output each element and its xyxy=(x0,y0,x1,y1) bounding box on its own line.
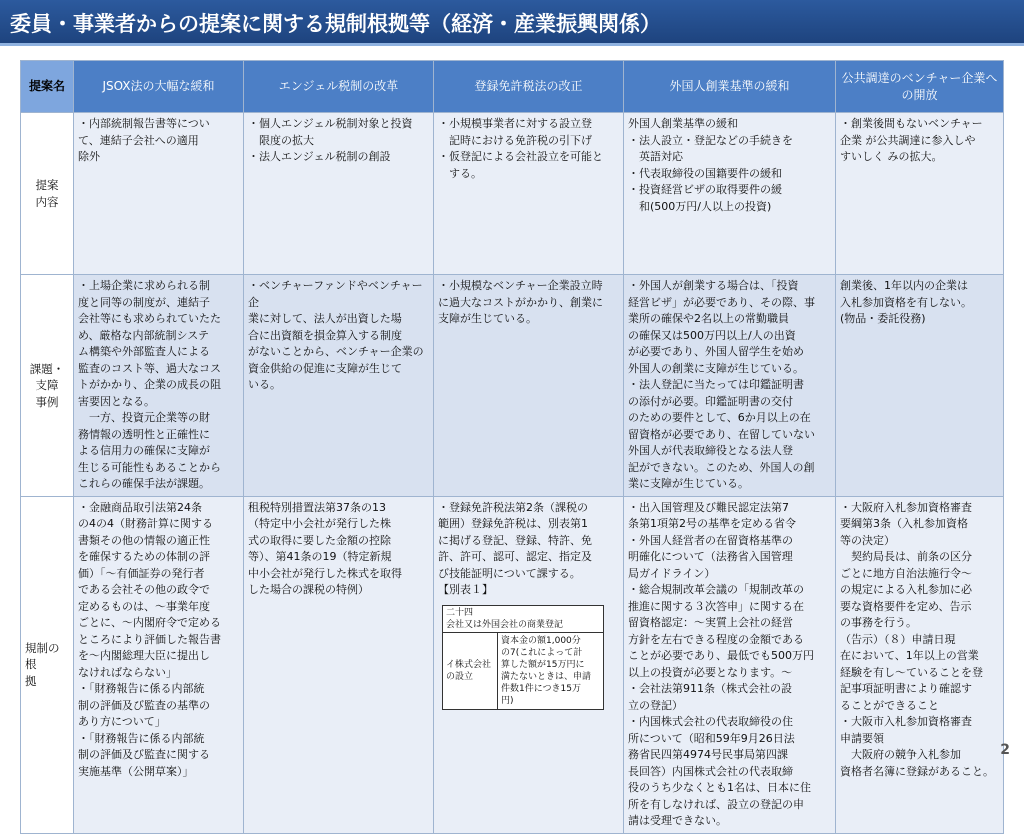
cell-proposal-angel: ・個人エンジェル税制対象と投資 限度の拡大 ・法人エンジェル税制の創設 xyxy=(244,113,434,275)
cell-proposal-procurement: ・創業後間もないベンチャー 企業 が公共調達に参入しや すいしく みの拡大。 xyxy=(836,113,1004,275)
registration-tax-excerpt xyxy=(442,605,604,710)
header-public-procurement: 公共調達のベンチャー企業への開放 xyxy=(836,61,1004,113)
header-registration-tax: 登録免許税法の改正 xyxy=(434,61,624,113)
table-row-issues xyxy=(21,275,1004,497)
cell-issues-procurement: 創業後、1年以内の企業は 入札参加資格を有しない。 (物品・委託役務) xyxy=(836,275,1004,497)
header-foreign-founder: 外国人創業基準の緩和 xyxy=(624,61,836,113)
cell-issues-foreign: ・外国人が創業する場合は、「投資 経営ビザ」が必要であり、その際、事 業所の確保や2名以上の常勤職員 の確保又は500万円以上/人の出資 が必要であり、外国人留学生を始め 外国人の創業に支障が生じている。 ・法人登記に当たっては印鑑証明書 の添付が必要。印鑑証明書の交付 のための要件として、6か月以上の在 留資格が必要であり、在留していない 外国人が代表取締役となる法人登 記ができない。このため、外国人の創 業に支障が生じている。 xyxy=(624,275,836,497)
cell-issues-registration: ・小規模なベンチャー企業設立時 に過大なコストがかかり、創業に 支障が生じている。 xyxy=(434,275,624,497)
cell-legal-jsox: ・金融商品取引法第24条 の4の4（財務計算に関する 書類その他の情報の適正性 を確保するための体制の評 価）「～有価証券の発行者 である会社その他の政令で 定めるものは、～事業年度 ごとに、～内閣府令で定める ところにより評価した報告書 を～内閣総理大臣に提出し なければならない」 ・「財務報告に係る内部統 制の評価及び監査の基準の あり方について」 ・「財務報告に係る内部統 制の評価及び監査に関する 実施基準（公開草案）」 xyxy=(74,496,244,833)
cell-legal-angel: 租税特別措置法第37条の13 （特定中小会社が発行した株 式の取得に要した金額の控除 等）、第41条の19（特定新規 中小会社が発行した株式を取得 した場合の課税の特例） xyxy=(244,496,434,833)
header-jsox: JSOX法の大幅な緩和 xyxy=(74,61,244,113)
table-row-proposal xyxy=(21,113,1004,275)
cell-proposal-registration: ・小規模事業者に対する設立登 記時における免許税の引下げ ・仮登記による会社設立を可能と する。 xyxy=(434,113,624,275)
cell-proposal-foreign: 外国人創業基準の緩和 ・法人設立・登記などの手続きを 英語対応 ・代表取締役の国籍要件の緩和 ・投資経営ビザの取得要件の緩 和(500万円/人以上の投資) xyxy=(624,113,836,275)
regulation-table xyxy=(20,60,1004,834)
cell-issues-jsox: ・上場企業に求められる制 度と同等の制度が、連結子 会社等にも求められていたた め、厳格な内部統制システ ム構築や外部監査人による 監査のコスト等、過大なコス トがかかり、企業の成長の阻 害要因となる。 一方、投資元企業等の財 務情報の透明性と正確性に よる信用力の確保に支障が 生じる可能性もあることから これらの確保手法が課題。 xyxy=(74,275,244,497)
excerpt-header: 二十四 会社又は外国会社の商業登記 xyxy=(443,606,603,633)
row-label-proposal: 提案 内容 xyxy=(21,113,74,275)
table-row-legal-basis xyxy=(21,496,1004,833)
cell-legal-procurement: ・大阪府入札参加資格審査 要綱第3条（入札参加資格 等の決定） 契約局長は、前条の区分 ごとに地方自治法施行令～ の規定による入札参加に必 要な資格要件を定め、告示 の事務を行う。 （告示）（８）申請日現 在において、1年以上の営業 経験を有し～ていることを登 記事項証明書により確認す ることができること ・大阪市入札参加資格審査 申請要領 大阪府の競争入札参加 資格者名簿に登録があること。 xyxy=(836,496,1004,833)
page-number: 2 xyxy=(1000,742,1010,758)
cell-proposal-jsox: ・内部統制報告書等につい て、連結子会社への適用 除外 xyxy=(74,113,244,275)
title-underline xyxy=(0,43,1024,46)
cell-issues-angel: ・ベンチャーファンドやベンチャー企 業に対して、法人が出資した場 合に出資額を損金算入する制度 がないことから、ベンチャー企業の 資金供給の促進に支障が生じて いる。 xyxy=(244,275,434,497)
cell-legal-foreign: ・出入国管理及び難民認定法第7 条第1項第2号の基準を定める省令 ・外国人経営者の在留資格基準の 明確化について（法務省入国管理 局ガイドライン） ・総合規制改革会議の「規制改革の 推進に関する３次答申」に関する在 留資格認定：～実質上会社の経営 方針を左右できる程度の金額である ことが必要であり、最低でも500万円 以上の投資が必要となります。～ ・会社法第911条（株式会社の設 立の登記） ・内国株式会社の代表取締役の住 所について（昭和59年9月26日法 務省民四第4974号民事局第四課 長回答）内国株式会社の代表取締 役のうち少なくとも1名は、日本に住 所を有しなければ、設立の登記の申 請は受理できない。 xyxy=(624,496,836,833)
cell-legal-registration: ・登録免許税法第2条（課税の 範囲）登録免許税は、別表第1 に掲げる登記、登録、特許、免 許、許可、認可、認定、指定及 び技能証明について課する。 【別表１】 二十四 会社又は外国会社の商業登記 イ株式会社 の設立 資本金の額1,000分 の7(これによって計 算した額が15万円に 満たないときは、申請 件数1件につき15万 円) xyxy=(434,496,624,833)
title-bar xyxy=(0,0,1024,46)
excerpt-item: イ株式会社 の設立 xyxy=(443,633,498,709)
row-label-issues: 課題・ 支障 事例 xyxy=(21,275,74,497)
page-title: 委員・事業者からの提案に関する規制根拠等（経済・産業振興関係） xyxy=(10,12,661,36)
row-label-legal-basis: 規制の根 拠 xyxy=(21,496,74,833)
header-angel-tax: エンジェル税制の改革 xyxy=(244,61,434,113)
excerpt-text: 資本金の額1,000分 の7(これによって計 算した額が15万円に 満たないときは、申請 件数1件につき15万 円) xyxy=(501,635,592,706)
header-proposal-name: 提案名 xyxy=(21,61,74,113)
